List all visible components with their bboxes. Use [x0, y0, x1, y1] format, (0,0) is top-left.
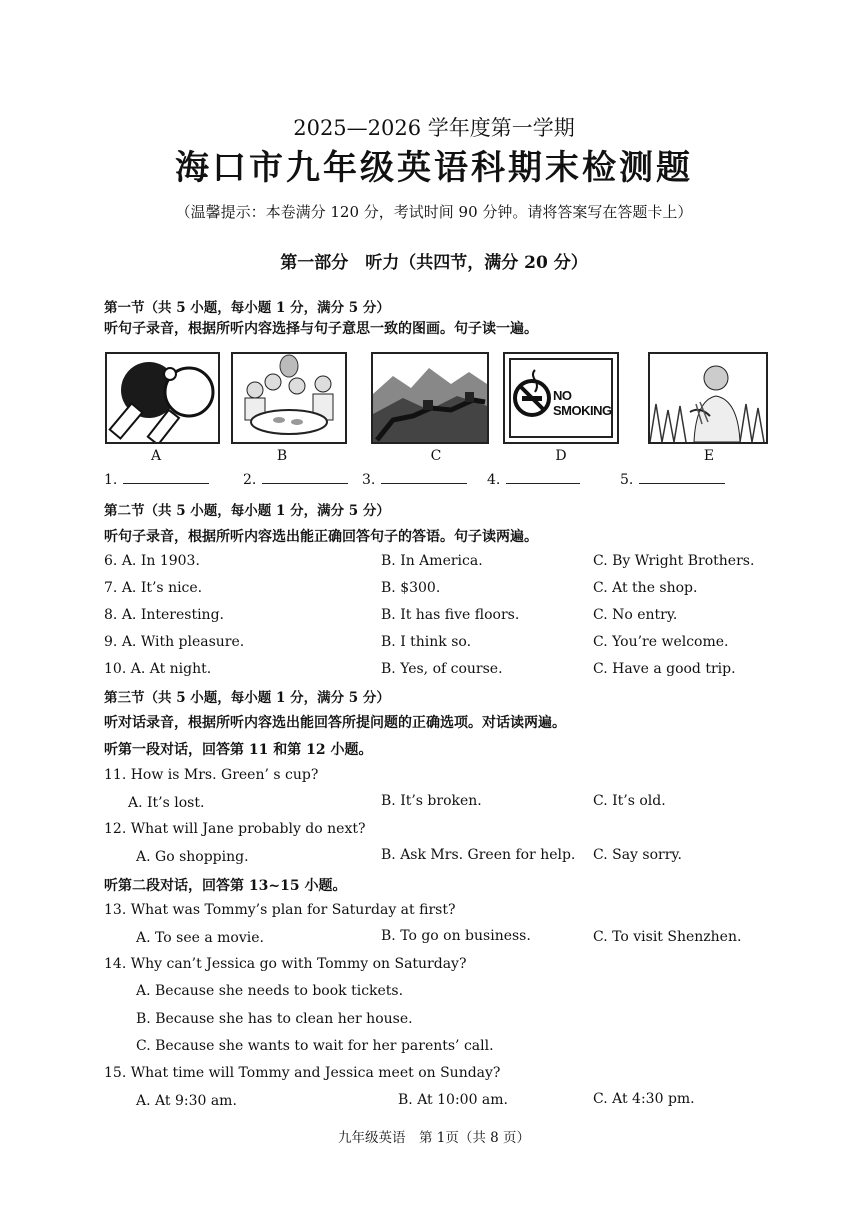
option-14a[interactable]: A. Because she needs to book tickets.: [136, 983, 404, 999]
option-8b[interactable]: B. It has five floors.: [381, 607, 520, 623]
question-15-stem: 15. What time will Tommy and Jessica meet on Sunday?: [104, 1065, 501, 1081]
option-6c[interactable]: C. By Wright Brothers.: [593, 553, 755, 569]
option-12c[interactable]: C. Say sorry.: [593, 847, 682, 863]
exam-note: （温馨提示：本卷满分 120 分，考试时间 90 分钟。请将答案写在答题卡上）: [175, 203, 693, 221]
section1-heading: 第一节（共 5 小题，每小题 1 分，满分 5 分）: [104, 300, 390, 316]
option-13c[interactable]: C. To visit Shenzhen.: [593, 929, 742, 945]
picture-a-ping-pong: [105, 352, 220, 444]
dialog1-intro: 听第一段对话，回答第 11 和第 12 小题。: [104, 742, 373, 758]
option-7c[interactable]: C. At the shop.: [593, 580, 698, 596]
option-10b[interactable]: B. Yes, of course.: [381, 661, 503, 677]
option-6b[interactable]: B. In America.: [381, 553, 483, 569]
option-12a[interactable]: A. Go shopping.: [136, 849, 249, 865]
exam-title: 海口市九年级英语科期末检测题: [175, 148, 693, 188]
option-13a[interactable]: A. To see a movie.: [136, 930, 264, 946]
picture-e-scientist-rice-field: [648, 352, 768, 444]
answer-blank-5[interactable]: 5.: [620, 471, 725, 488]
option-12b[interactable]: B. Ask Mrs. Green for help.: [381, 847, 576, 863]
question-11-stem: 11. How is Mrs. Green’ s cup?: [104, 767, 319, 783]
question-13-stem: 13. What was Tommy’s plan for Saturday at first?: [104, 902, 456, 918]
picture-label-e: E: [703, 448, 715, 464]
question-10: 10. A. At night.: [104, 661, 212, 677]
option-7b[interactable]: B. $300.: [381, 580, 441, 596]
part-title: 第一部分 听力（共四节，满分 20 分）: [280, 253, 588, 273]
picture-b-family-dinner: [231, 352, 347, 444]
option-15a[interactable]: A. At 9:30 am.: [136, 1093, 237, 1109]
page-footer: 九年级英语 第 1页（共 8 页）: [337, 1130, 531, 1146]
question-6: 6. A. In 1903.: [104, 553, 200, 569]
option-14b[interactable]: B. Because she has to clean her house.: [136, 1011, 413, 1027]
option-9b[interactable]: B. I think so.: [381, 634, 472, 650]
option-15b[interactable]: B. At 10:00 am.: [398, 1092, 508, 1108]
section3-instruction: 听对话录音，根据所听内容选出能回答所提问题的正确选项。对话读两遍。: [104, 715, 566, 731]
picture-label-b: B: [276, 448, 288, 464]
picture-label-d: D: [555, 448, 567, 464]
picture-c-great-wall: [371, 352, 489, 444]
dialog2-intro: 听第二段对话，回答第 13~15 小题。: [104, 878, 347, 894]
answer-blank-2[interactable]: 2.: [243, 471, 348, 488]
option-15c[interactable]: C. At 4:30 pm.: [593, 1091, 695, 1107]
no-smoking-sign-text: NO SMOKING: [553, 388, 612, 418]
option-11c[interactable]: C. It’s old.: [593, 793, 666, 809]
option-11b[interactable]: B. It’s broken.: [381, 793, 482, 809]
question-14-stem: 14. Why can’t Jessica go with Tommy on Saturday?: [104, 956, 467, 972]
answer-blank-4[interactable]: 4.: [487, 471, 580, 488]
option-11a[interactable]: A. It’s lost.: [128, 795, 205, 811]
section3-heading: 第三节（共 5 小题，每小题 1 分，满分 5 分）: [104, 690, 390, 706]
question-8: 8. A. Interesting.: [104, 607, 224, 623]
answer-blank-3[interactable]: 3.: [362, 471, 467, 488]
section2-heading: 第二节（共 5 小题，每小题 1 分，满分 5 分）: [104, 503, 390, 519]
option-9c[interactable]: C. You’re welcome.: [593, 634, 729, 650]
picture-d-no-smoking: [503, 352, 619, 444]
option-8c[interactable]: C. No entry.: [593, 607, 678, 623]
option-14c[interactable]: C. Because she wants to wait for her parents’ call.: [136, 1038, 494, 1054]
question-7: 7. A. It’s nice.: [104, 580, 203, 596]
option-13b[interactable]: B. To go on business.: [381, 928, 531, 944]
option-10c[interactable]: C. Have a good trip.: [593, 661, 736, 677]
picture-label-c: C: [430, 448, 442, 464]
section2-instruction: 听句子录音，根据所听内容选出能正确回答句子的答语。句子读两遍。: [104, 529, 538, 545]
answer-blank-1[interactable]: 1.: [104, 471, 209, 488]
section1-instruction: 听句子录音，根据所听内容选择与句子意思一致的图画。句子读一遍。: [104, 321, 538, 337]
picture-label-a: A: [150, 448, 162, 464]
question-12-stem: 12. What will Jane probably do next?: [104, 821, 366, 837]
school-year-line: 2025—2026 学年度第一学期: [293, 116, 575, 140]
question-9: 9. A. With pleasure.: [104, 634, 245, 650]
